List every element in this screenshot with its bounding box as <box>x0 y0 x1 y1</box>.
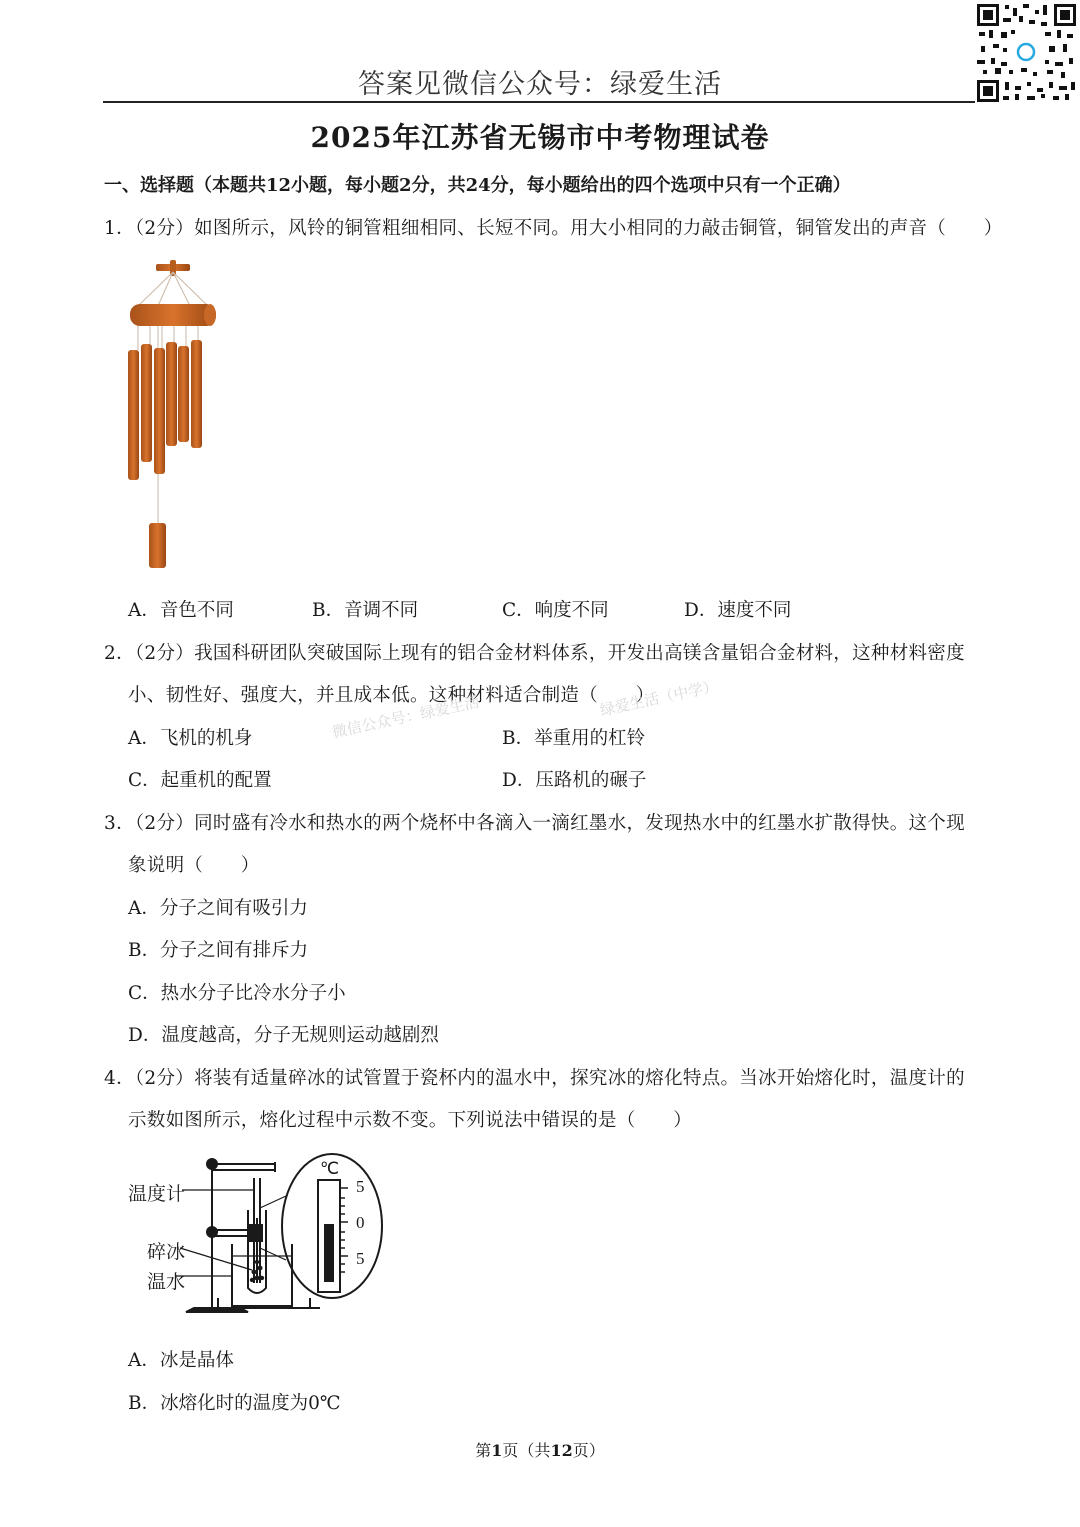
thermometer-tick-mid: 0 <box>356 1213 365 1232</box>
watermark-text-1: 微信公众号：绿爱生活 <box>330 692 481 742</box>
wind-chime-icon <box>118 258 228 573</box>
question-3-option-c: C．热水分子比冷水分子小 <box>128 983 346 1004</box>
question-4-stem-line1: 4．（2分）将装有适量碎冰的试管置于瓷杯内的温水中，探究冰的熔化特点。当冰开始熔化时，温度计的 <box>104 1068 965 1089</box>
footer-prefix: 第 <box>475 1441 492 1460</box>
footer-page-number: 1 <box>491 1441 503 1460</box>
label-warm-water: 温水 <box>147 1271 186 1293</box>
question-4-option-b: B．冰熔化时的温度为0℃ <box>128 1393 341 1414</box>
header-divider <box>103 101 976 103</box>
question-3-stem-line1: 3．（2分）同时盛有冷水和热水的两个烧杯中各滴入一滴红墨水，发现热水中的红墨水扩散得快。这个现 <box>104 813 965 834</box>
question-2-option-c: C．起重机的配置 <box>128 770 272 791</box>
question-3-stem-line2: 象说明（ ） <box>128 855 260 876</box>
question-4-option-a: A．冰是晶体 <box>128 1350 234 1371</box>
qr-code-icon <box>975 2 1078 104</box>
question-3-option-a: A．分子之间有吸引力 <box>128 898 308 919</box>
footer-suffix: 页） <box>572 1441 605 1460</box>
question-1-stem: 1．（2分）如图所示，风铃的铜管粗细相同、长短不同。用大小相同的力敲击铜管，铜管发出的声音（ ） <box>104 218 1003 239</box>
exam-title: 2025年江苏省无锡市中考物理试卷 <box>310 121 770 154</box>
ice-melting-apparatus-diagram <box>120 1148 390 1320</box>
header-notice: 答案见微信公众号：绿爱生活 <box>358 69 722 100</box>
label-thermometer: 温度计 <box>128 1183 186 1205</box>
question-1-option-d: D．速度不同 <box>684 600 792 621</box>
question-1-option-b: B．音调不同 <box>312 600 419 621</box>
question-2-option-d: D．压路机的碾子 <box>502 770 647 791</box>
question-3-option-d: D．温度越高，分子无规则运动越剧烈 <box>128 1025 439 1046</box>
footer-mid: 页（共 <box>502 1441 551 1460</box>
question-4-stem-line2: 示数如图所示，熔化过程中示数不变。下列说法中错误的是（ ） <box>128 1110 693 1131</box>
question-2-stem-line2: 小、韧性好、强度大，并且成本低。这种材料适合制造（ ） <box>128 685 655 706</box>
question-1-option-c: C．响度不同 <box>502 600 609 621</box>
thermometer-unit-label: ℃ <box>320 1159 340 1178</box>
footer-total-pages: 12 <box>550 1441 573 1460</box>
section-heading: 一、选择题（本题共12小题，每小题2分，共24分，每小题给出的四个选项中只有一个正确） <box>104 175 851 196</box>
label-crushed-ice: 碎冰 <box>147 1241 186 1263</box>
watermark-text-2: 绿爱生活（中学） <box>598 677 720 720</box>
page-footer <box>0 1438 1080 1461</box>
thermometer-tick-top: 5 <box>356 1177 365 1196</box>
thermometer-tick-bottom: 5 <box>356 1249 365 1268</box>
question-2-stem-line1: 2．（2分）我国科研团队突破国际上现有的铝合金材料体系，开发出高镁含量铝合金材料，这种材料密度 <box>104 643 965 664</box>
question-2-option-a: A．飞机的机身 <box>128 728 253 749</box>
question-1-option-a: A．音色不同 <box>128 600 234 621</box>
question-2-option-b: B．举重用的杠铃 <box>502 728 646 749</box>
question-3-option-b: B．分子之间有排斥力 <box>128 940 309 961</box>
